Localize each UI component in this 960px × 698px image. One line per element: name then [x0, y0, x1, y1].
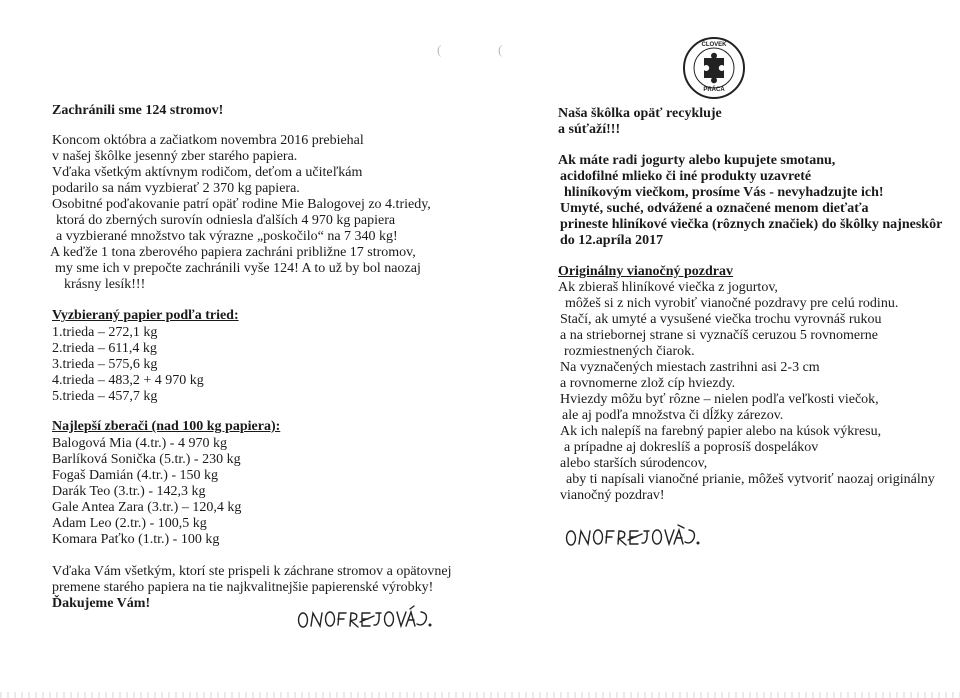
- scan-mark: (: [498, 42, 503, 57]
- list-item: 5.trieda – 457,7 kg: [52, 389, 158, 404]
- greeting-line: rozmiestnených čiarok.: [564, 344, 695, 359]
- greeting-heading: Originálny vianočný pozdrav: [558, 264, 734, 279]
- appeal-line: do 12.apríla 2017: [560, 233, 664, 248]
- right-title: Naša škôlka opäť recykluje: [558, 106, 722, 121]
- thanks-line: premene starého papiera na tie najkvalitnejšie papierenské výrobky!: [52, 580, 434, 595]
- closing-line: Ďakujeme Vám!: [52, 596, 151, 611]
- list-item: 3.trieda – 575,6 kg: [52, 357, 158, 372]
- greeting-line: Hviezdy môžu byť rôzne – nielen podľa veľkosti viečok,: [560, 392, 879, 407]
- intro-line: Vďaka všetkým aktívnym rodičom, deťom a učiteľkám: [52, 165, 363, 180]
- left-title: Zachránili sme 124 stromov!: [52, 103, 224, 118]
- thanks-line: Vďaka Vám všetkým, ktorí ste prispeli k záchrane stromov a opätovnej: [52, 564, 452, 579]
- scan-edge: [0, 692, 960, 698]
- handwritten-signature: [564, 522, 702, 550]
- list-item: Adam Leo (2.tr.) - 100,5 kg: [52, 516, 207, 531]
- collectors-heading: Najlepší zberači (nad 100 kg papiera):: [52, 419, 281, 434]
- intro-line: Koncom októbra a začiatkom novembra 2016 prebiehal: [52, 133, 364, 148]
- greeting-line: a prípadne aj dokreslíš a poprosíš dospelákov: [564, 440, 819, 455]
- intro-line: a vyzbierané množstvo tak výrazne „poskočilo“ na 7 340 kg!: [56, 229, 398, 244]
- list-item: Darák Teo (3.tr.) - 142,3 kg: [52, 484, 206, 499]
- appeal-line: acidofilné mlieko či iné produkty uzavreté: [560, 169, 812, 184]
- list-item: 2.trieda – 611,4 kg: [52, 341, 157, 356]
- intro-line: krásny lesík!!!: [64, 277, 146, 292]
- scan-mark: (: [437, 42, 442, 57]
- list-item: Barlíková Sonička (5.tr.) - 230 kg: [52, 452, 241, 467]
- intro-line: A keďže 1 tona zberového papiera zachráni približne 17 stromov,: [50, 245, 416, 260]
- greeting-line: ale aj podľa množstva či dĺžky zárezov.: [562, 408, 784, 423]
- list-item: Fogaš Damián (4.tr.) - 150 kg: [52, 468, 219, 483]
- intro-line: v našej škôlke jesenný zber starého papiera.: [52, 149, 298, 164]
- greeting-line: môžeš si z nich vyrobiť vianočné pozdravy pre celú rodinu.: [565, 296, 899, 311]
- appeal-line: prineste hliníkové viečka (rôznych značiek) do škôlky najneskôr: [560, 217, 943, 232]
- appeal-line: Ak máte radi jogurty alebo kupujete smotanu,: [558, 153, 836, 168]
- intro-line: ktorá do zberných surovín odniesla ďalších 4 970 kg papiera: [56, 213, 396, 228]
- greeting-line: Stačí, ak umyté a vysušené viečka trochu vyrovnáš rukou: [560, 312, 882, 327]
- intro-line: my sme ich v prepočte zachránili vyše 124! A to už by bol naozaj: [55, 261, 421, 276]
- greeting-line: alebo starších súrodencov,: [560, 456, 708, 471]
- classes-heading: Vyzbieraný papier podľa tried:: [52, 308, 239, 323]
- list-item: 4.trieda – 483,2 + 4 970 kg: [52, 373, 204, 388]
- greeting-line: Ak zbieraš hliníkové viečka z jogurtov,: [558, 280, 778, 295]
- greeting-line: a na striebornej strane si vyznačíš ceruzou 5 rovnomerne: [560, 328, 878, 343]
- right-title: a súťaží!!!: [558, 122, 621, 137]
- logo-text-top: ČLOVEK: [701, 42, 727, 48]
- greeting-line: vianočný pozdrav!: [560, 488, 665, 503]
- logo-text-bottom: PRÁCA: [703, 87, 725, 93]
- greeting-line: a rovnomerne zlož cíp hviezdy.: [560, 376, 736, 391]
- appeal-line: hliníkovým viečkom, prosíme Vás - nevyhadzujte ich!: [564, 185, 884, 200]
- handwritten-signature: [296, 604, 434, 632]
- list-item: Gale Antea Zara (3.tr.) – 120,4 kg: [52, 500, 242, 515]
- intro-line: Osobitné poďakovanie patrí opäť rodine Mie Balogovej zo 4.triedy,: [52, 197, 431, 212]
- greeting-line: aby ti napísali vianočné prianie, môžeš vytvoriť naozaj originálny: [566, 472, 935, 487]
- list-item: 1.trieda – 272,1 kg: [52, 325, 158, 340]
- list-item: Balogová Mia (4.tr.) - 4 970 kg: [52, 436, 227, 451]
- greeting-line: Na vyznačených miestach zastrihni asi 2-3 cm: [560, 360, 820, 375]
- intro-line: podarilo sa nám vyzbierať 2 370 kg papiera.: [52, 181, 300, 196]
- greeting-line: Ak ich nalepíš na farebný papier alebo na kúsok výkresu,: [560, 424, 882, 439]
- appeal-line: Umyté, suché, odvážené a označené menom dieťaťa: [560, 201, 869, 216]
- list-item: Komara Paťko (1.tr.) - 100 kg: [52, 532, 220, 547]
